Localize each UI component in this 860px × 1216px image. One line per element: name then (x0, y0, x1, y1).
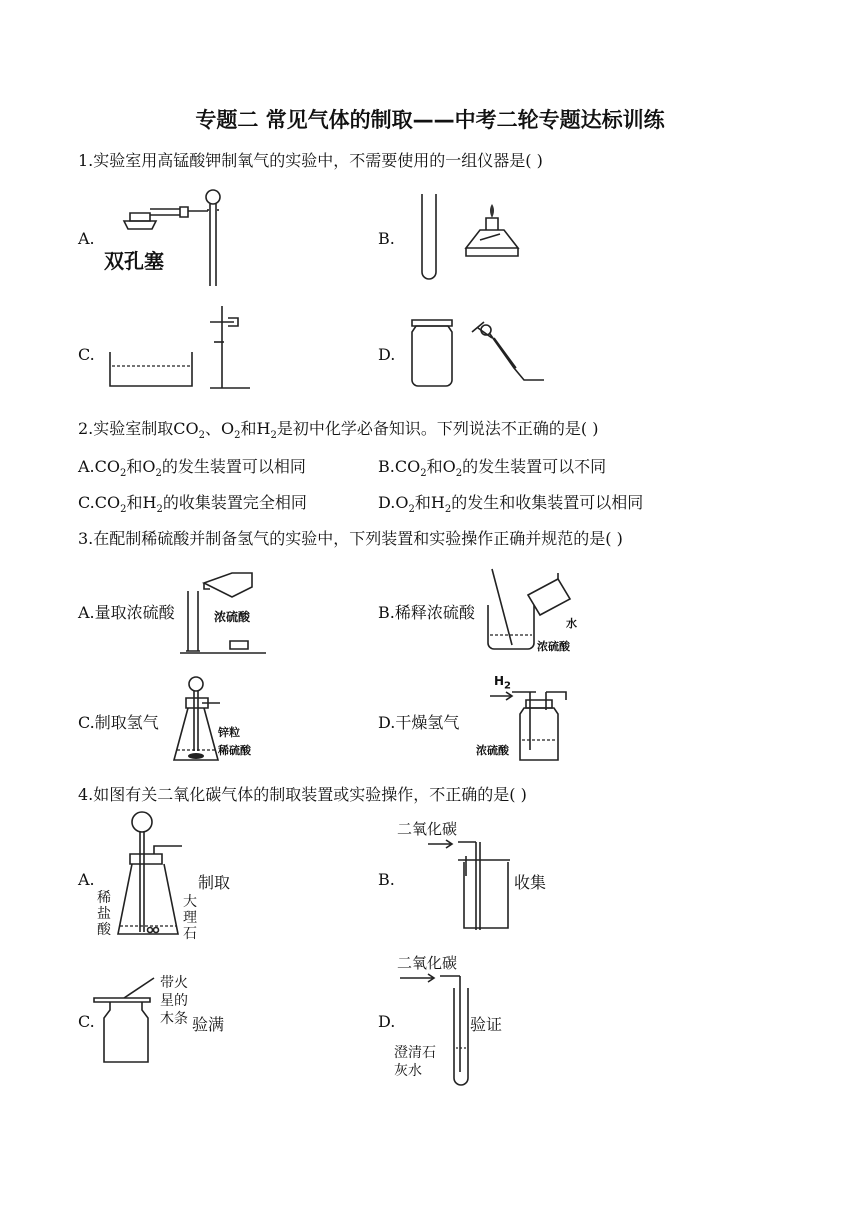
q4-option-d-label: D. (378, 1012, 396, 1031)
q3-option-d-tag-h2: $H_2$ (494, 674, 512, 692)
q3-option-c-tag-acid: 稀硫酸 (218, 744, 251, 757)
q1-option-a-caption: 双孔塞 (104, 249, 164, 273)
q1-option-d-figure (408, 316, 558, 396)
question-2-stem: 2.实验室制取$CO_2$、$O_2$和$H_2$是初中化学必备知识。下列说法不正确的是( ) (78, 419, 599, 442)
q3-option-b-tag-water: 水 (566, 617, 577, 630)
q1-option-b-figure (418, 190, 528, 280)
q3-option-b-label: B.稀释浓硫酸 (378, 603, 475, 622)
question-4-stem: 4.如图有关二氧化碳气体的制取装置或实验操作，不正确的是( ) (78, 785, 527, 804)
q2-option-a: $A.CO_2$和$O_2$的发生装置可以相同 (78, 457, 306, 480)
q4-option-d-caption: 验证 (470, 1015, 503, 1034)
question-1-stem: 1.实验室用高锰酸钾制氧气的实验中，不需要使用的一组仪器是( ) (78, 151, 543, 170)
q1-option-b-label: B. (378, 229, 395, 248)
q4-option-a-label: A. (78, 870, 95, 889)
question-3-stem: 3.在配制稀硫酸并制备氢气的实验中，下列装置和实验操作正确并规范的是( ) (78, 529, 623, 548)
q1-option-c-label: C. (78, 345, 95, 364)
q3-option-c-tag-zinc: 锌粒 (218, 726, 240, 739)
q4-option-c-label: C. (78, 1012, 95, 1031)
q2-formula-o2: $O_2$ (221, 419, 241, 442)
q2-option-b: $B.CO_2$和$O_2$的发生装置可以不同 (378, 457, 607, 480)
q4-option-b-label: B. (378, 870, 395, 889)
q3-option-d-label: D.干燥氢气 (378, 713, 460, 732)
q3-option-b-tag-acid: 浓硫酸 (537, 640, 570, 653)
q4-option-a-tag-marble: 大理石 (183, 894, 197, 942)
q1-option-d-label: D. (378, 345, 396, 364)
page-title: 专题二 常见气体的制取——中考二轮专题达标训练 (195, 108, 665, 132)
q1-option-a-label: A. (78, 229, 95, 248)
q4-option-d-tag: 澄清石灰水 (394, 1045, 436, 1079)
q4-option-b-figure (428, 838, 518, 938)
q3-option-d-tag-acid: 浓硫酸 (476, 744, 509, 757)
q2-option-c: $C.CO_2$和$H_2$的收集装置完全相同 (78, 493, 307, 516)
q2-stem-suffix: 是初中化学必备知识。下列说法不正确的是( ) (276, 419, 599, 438)
q4-option-b-gas: 二氧化碳 (397, 820, 458, 838)
q2-formula-h2: $H_2$ (256, 419, 277, 442)
q2-stem-prefix: 2.实验室制取 (78, 419, 174, 438)
q4-option-c-tag: 带火星的木条 (160, 975, 188, 1027)
q3-option-c-label: C.制取氢气 (78, 713, 159, 732)
q3-option-a-tag: 浓硫酸 (214, 610, 251, 624)
q4-option-a-caption: 制取 (198, 873, 231, 892)
q4-option-b-caption: 收集 (514, 873, 547, 892)
q4-option-d-gas: 二氧化碳 (397, 954, 458, 972)
q2-formula-co2: $CO_2$ (173, 419, 206, 442)
q4-option-c-caption: 验满 (192, 1015, 225, 1034)
q1-option-c-figure (110, 302, 260, 394)
q3-option-a-label: A.量取浓硫酸 (78, 603, 175, 622)
q4-option-a-tag-acid: 稀盐酸 (97, 890, 111, 938)
q1-option-a-figure (100, 185, 250, 295)
q2-option-d: $D.O_2$和$H_2$的发生和收集装置可以相同 (378, 493, 644, 516)
